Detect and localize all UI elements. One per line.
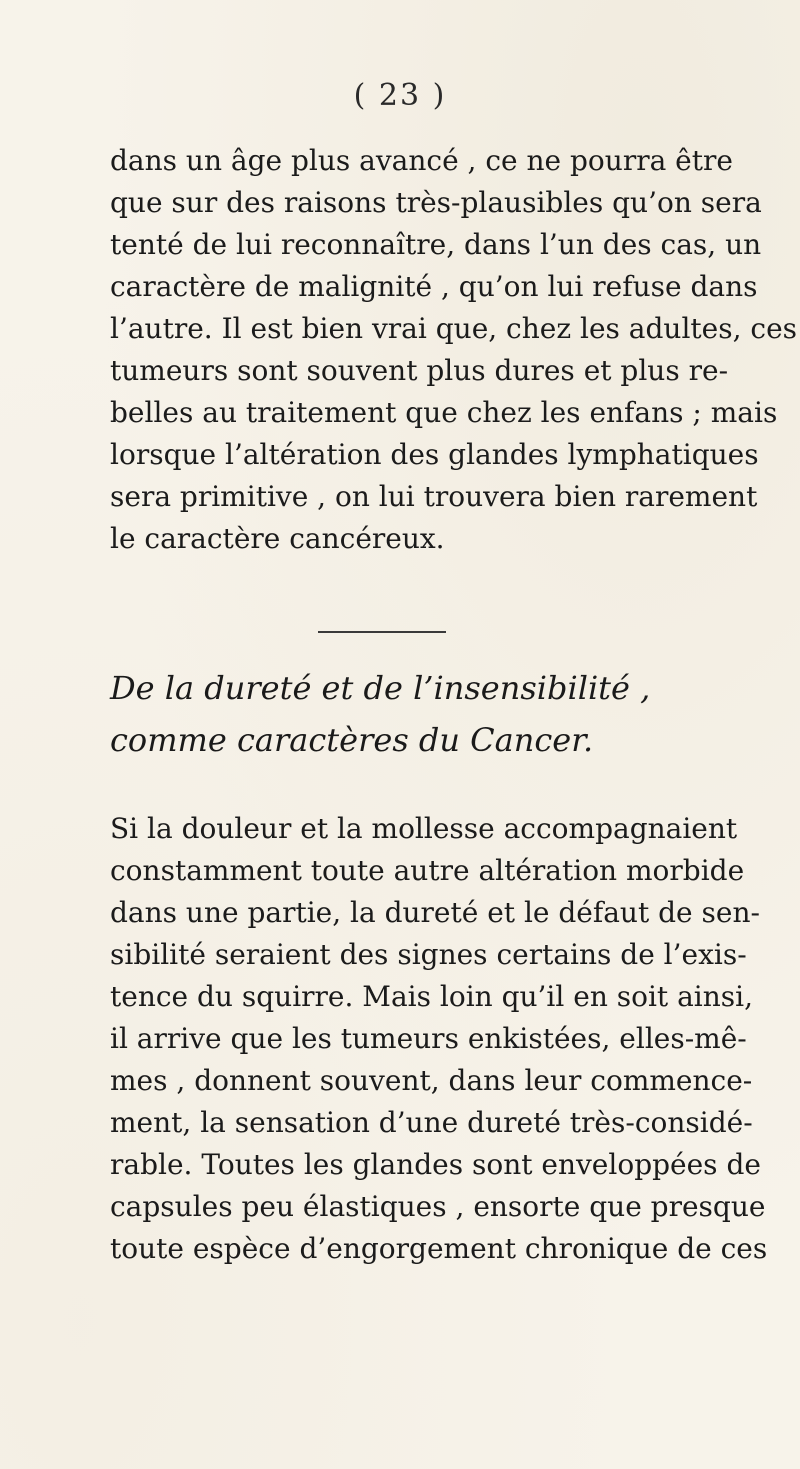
- text-line: mes , donnent souvent, dans leur commence-: [110, 1064, 753, 1097]
- text-line: dans un âge plus avancé , ce ne pourra être: [110, 144, 733, 177]
- text-line: constamment toute autre altération morbide: [110, 854, 745, 887]
- text-line: que sur des raisons très-plausibles qu’on sera: [110, 186, 762, 219]
- text-line: rable. Toutes les glandes sont enveloppées de: [110, 1148, 761, 1181]
- text-line: sibilité seraient des signes certains de l’exis-: [110, 938, 747, 971]
- paragraph-1: [110, 140, 798, 560]
- section-divider: [318, 631, 446, 633]
- page-number: ( 23 ): [353, 78, 447, 113]
- text-line: toute espèce d’engorgement chronique de ces: [110, 1232, 768, 1265]
- text-line: capsules peu élastiques , ensorte que presque: [110, 1190, 766, 1223]
- text-line: sera primitive , on lui trouvera bien rarement: [110, 480, 758, 513]
- section-heading-line-2: comme caractères du Cancer.: [110, 721, 594, 759]
- text-line: tumeurs sont souvent plus dures et plus re-: [110, 354, 729, 387]
- paragraph-2: [110, 808, 768, 1270]
- text-line: il arrive que les tumeurs enkistées, elles-mê-: [110, 1022, 747, 1055]
- text-line: caractère de malignité , qu’on lui refuse dans: [110, 270, 758, 303]
- text-line: l’autre. Il est bien vrai que, chez les adultes, ces: [110, 312, 798, 345]
- text-line: ment, la sensation d’une dureté très-considé-: [110, 1106, 753, 1139]
- text-line: le caractère cancéreux.: [110, 522, 445, 555]
- text-line: Si la douleur et la mollesse accompagnaient: [110, 812, 738, 845]
- text-line: tenté de lui reconnaître, dans l’un des cas, un: [110, 228, 762, 261]
- text-line: tence du squirre. Mais loin qu’il en soit ainsi,: [110, 980, 753, 1013]
- text-line: dans une partie, la dureté et le défaut de sen-: [110, 896, 760, 929]
- text-line: lorsque l’altération des glandes lymphatiques: [110, 438, 759, 471]
- text-line: belles au traitement que chez les enfans ; mais: [110, 396, 778, 429]
- section-heading-line-1: De la dureté et de l’insensibilité ,: [110, 669, 651, 707]
